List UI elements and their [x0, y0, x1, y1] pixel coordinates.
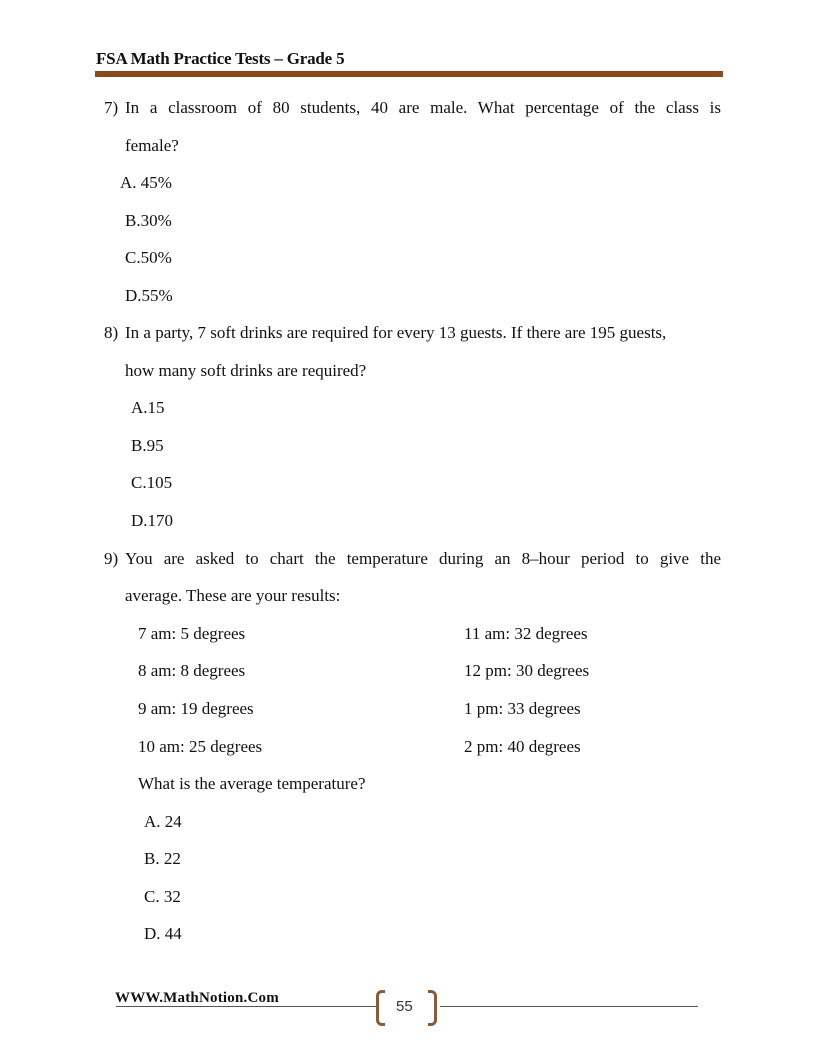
- left-brace-icon: [376, 990, 385, 1026]
- answer-option: B. 22: [144, 849, 181, 868]
- temperature-reading: 12 pm: 30 degrees: [464, 661, 590, 680]
- answer-option: B.30%: [125, 211, 172, 230]
- answer-option: D.55%: [125, 286, 173, 305]
- question-text-continued: how many soft drinks are required?: [125, 361, 367, 380]
- question-text: In a classroom of 80 students, 40 are male. What percentage of the class is: [125, 98, 721, 117]
- question-text-continued: average. These are your results:: [125, 586, 341, 605]
- answer-option: C. 32: [144, 887, 181, 906]
- temperature-reading: 10 am: 25 degrees: [138, 737, 263, 756]
- footer-website: WWW.MathNotion.Com: [115, 990, 279, 1006]
- temperature-reading: 1 pm: 33 degrees: [464, 699, 581, 718]
- question-text: You are asked to chart the temperature during an 8–hour period to give the: [125, 549, 721, 568]
- right-brace-icon: [428, 990, 437, 1026]
- header-title: FSA Math Practice Tests – Grade 5: [96, 49, 345, 68]
- question-number: 7): [104, 98, 119, 117]
- temperature-reading: 11 am: 32 degrees: [464, 624, 588, 643]
- temperature-reading: 8 am: 8 degrees: [138, 661, 246, 680]
- answer-option: A.15: [131, 398, 165, 417]
- temperature-reading: 9 am: 19 degrees: [138, 699, 254, 718]
- answer-option: D.170: [131, 511, 174, 530]
- question-text: In a party, 7 soft drinks are required for every 13 guests. If there are 195 guests,: [125, 323, 667, 342]
- answer-option: B.95: [131, 436, 164, 455]
- answer-option: A. 45%: [120, 173, 172, 192]
- footer-divider-right: [440, 1006, 698, 1007]
- answer-option: A. 24: [144, 812, 182, 831]
- temperature-reading: 7 am: 5 degrees: [138, 624, 246, 643]
- page-number: 55: [396, 998, 413, 1015]
- answer-option: C.50%: [125, 248, 172, 267]
- header-divider: [95, 71, 723, 77]
- question-text-continued: female?: [125, 136, 179, 155]
- answer-option: C.105: [131, 473, 173, 492]
- question-number: 9): [104, 549, 119, 568]
- footer-divider-left: [116, 1006, 378, 1007]
- question-prompt: What is the average temperature?: [138, 774, 366, 793]
- answer-option: D. 44: [144, 924, 182, 943]
- temperature-reading: 2 pm: 40 degrees: [464, 737, 581, 756]
- question-number: 8): [104, 323, 119, 342]
